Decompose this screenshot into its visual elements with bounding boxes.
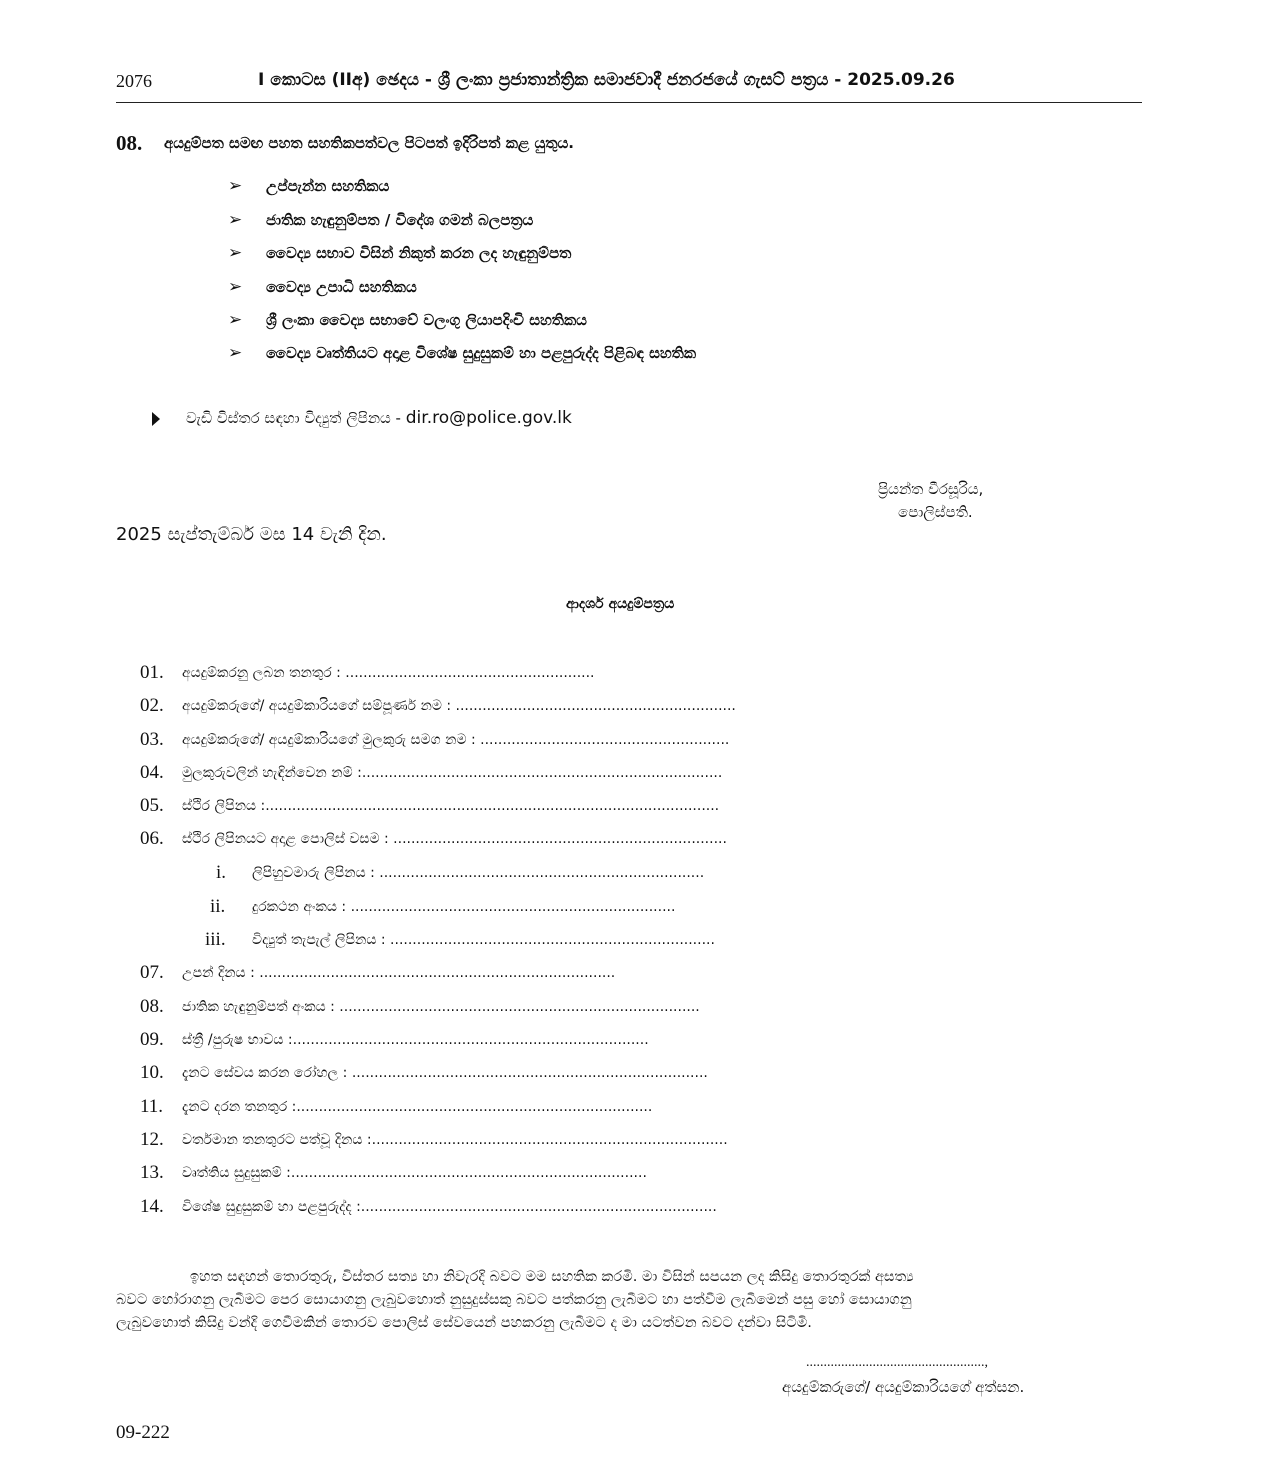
field-number: 07. [140, 962, 164, 983]
signatory-name: ප්‍රියන්ත වීරසූරිය, [878, 480, 984, 498]
header-divider [116, 102, 1142, 103]
field-number: 11. [140, 1096, 164, 1117]
field-number: 14. [140, 1196, 164, 1217]
field-label: ස්ථිර ලිපිනය :...................................................................................................... [182, 798, 720, 814]
field-label: අයදුම්කරුගේ/ අයදුම්කාරියගේ මුලකුරු සමග නම : ........................................................ [182, 732, 730, 748]
field-number: 04. [140, 762, 164, 783]
arrow-bullet-icon: ➢ [228, 277, 243, 296]
field-number: 05. [140, 795, 164, 816]
field-number: 09. [140, 1029, 164, 1050]
field-number: 06. [140, 828, 164, 849]
issue-date: 2025 සැප්තැම්බර් මස 14 වැනි දින. [116, 524, 387, 545]
field-label: උපන් දිනය : ................................................................................ [182, 965, 616, 981]
page-number: 2076 [116, 71, 152, 91]
field-label: ස්ත්‍රී /පුරුෂ භාවය :................................................................................ [182, 1032, 649, 1048]
field-label: ලිපිහුවමාරු ලිපිනය : ......................................................................... [252, 865, 705, 881]
arrow-bullet-icon: ➢ [228, 343, 243, 362]
section-heading: අයදුම්පත සමඟ පහත සහතිකපත්වල පිටපත් ඉදිරිපත් කළ යුතුය. [164, 134, 574, 152]
field-label: මුලකුරුවලින් හැඳින්වෙන නම් :................................................................................. [182, 765, 723, 781]
field-label: දුරකථන අංකය : ......................................................................... [252, 899, 676, 915]
field-label: අයදුම්කරනු ලබන තනතුර : ........................................................ [182, 665, 595, 681]
field-label: වෘත්තිය සුදුසුකම් :................................................................................ [182, 1165, 647, 1181]
field-label: අයදුම්කරුගේ/ අයදුම්කාරියගේ සම්පූර්ණ නම : ............................................................... [182, 698, 736, 714]
field-number: ii. [210, 896, 226, 917]
footer-code: 09-222 [116, 1422, 170, 1443]
form-title: ආදර්ශ අයදුම්පත්‍රය [566, 596, 675, 612]
signatory-title: පොලිස්පති. [898, 503, 973, 521]
section-number: 08. [116, 131, 143, 155]
list-item-text: ජාතික හැඳුනුම්පත / විදේශ ගමන් බලපත්‍රය [266, 211, 534, 229]
field-label: වර්තමාන තනතුරට පත්වූ දිනය :................................................................................ [182, 1132, 728, 1148]
field-number: 01. [140, 662, 164, 683]
field-label: විද්‍යුත් තැපැල් ලිපිනය : ......................................................................... [252, 932, 715, 948]
field-number: 08. [140, 996, 164, 1017]
arrow-bullet-icon: ➢ [228, 176, 243, 195]
list-item-text: උප්පැන්න සහතිකය [266, 177, 390, 195]
field-number: 03. [140, 729, 164, 750]
field-label: දැනට දරන තනතුර :................................................................................ [182, 1099, 653, 1115]
list-item-text: ශ්‍රී ලංකා වෛද්‍ය සභාවේ වලංගු ලියාපදිංචි සහතිකය [266, 311, 587, 329]
declaration-line: ලැබුවහොත් කිසිදු වන්දි ගෙවීමකින් තොරව පොලිස් සේවයෙන් පහකරනු ලැබීමට ද මා යටත්වන බවට දන්වා සිටිමි. [116, 1314, 812, 1331]
signature-line: ..................................................., [806, 1355, 988, 1370]
list-item-text: වෛද්‍ය සභාව විසින් නිකුත් කරන ලද හැඳුනුම්පත [266, 244, 572, 262]
contact-note-text: වැඩි විස්තර සඳහා විද්‍යුත් ලිපිනය - [186, 409, 406, 427]
arrow-bullet-icon: ➢ [228, 243, 243, 262]
arrow-bullet-icon: ➢ [228, 310, 243, 329]
field-label: විශේෂ සුදුසුකම් හා පළපුරුද්ද :................................................................................ [182, 1199, 717, 1215]
declaration-line: බවට හෝරාගනු ලැබීමට පෙර සොයාගනු ලැබුවහොත් නුසුදුස්සකු බවට පත්කරනු ලැබීමට හා පත්වීම ලැබීමෙන් පසු හෝ සොයාගනු [116, 1291, 912, 1308]
field-number: iii. [205, 929, 226, 950]
field-number: 02. [140, 695, 164, 716]
field-number: 10. [140, 1062, 164, 1083]
triangle-bullet-icon [152, 412, 160, 426]
field-label: ස්ථිර ලිපිනයට අදාළ පොලිස් වසම : ........................................................................... [182, 831, 727, 847]
arrow-bullet-icon: ➢ [228, 210, 243, 229]
list-item-text: වෛද්‍ය උපාධි සහතිකය [266, 278, 417, 296]
field-label: දැනට සේවය කරන රෝහල : ................................................................................ [182, 1065, 708, 1081]
gazette-header-title: I කොටස (IIඅ) ඡෙදය - ශ්‍රී ලංකා ප්‍රජාතාන්ත්‍රික සමාජවාදී ජනරජයේ ගැසට් පත්‍රය - 2025.09.26 [258, 70, 955, 90]
contact-note [152, 408, 572, 428]
declaration-paragraph [116, 1265, 1146, 1334]
contact-email-link[interactable]: dir.ro@police.gov.lk [405, 408, 572, 428]
field-label: ජාතික හැඳුනුම්පත් අංකය : ................................................................................. [182, 999, 700, 1015]
signature-label: අයදුම්කරුගේ/ අයදුම්කාරියගේ අත්සන. [782, 1378, 1025, 1396]
field-number: 13. [140, 1162, 164, 1183]
list-item-text: වෛද්‍ය වෘත්තියට අදාළ විශේෂ සුදුසුකම් හා පළපුරුද්ද පිළිබඳ සහතික [266, 344, 697, 362]
field-number: i. [216, 862, 227, 883]
field-number: 12. [140, 1129, 164, 1150]
declaration-line: ඉහත සඳහන් තොරතුරු, විස්තර සත්‍ය හා නිවැරදි බවට මම සහතික කරමි. මා විසින් සපයන ලද කිසිදු තොරතුරක් අසත්‍ය [190, 1268, 914, 1285]
